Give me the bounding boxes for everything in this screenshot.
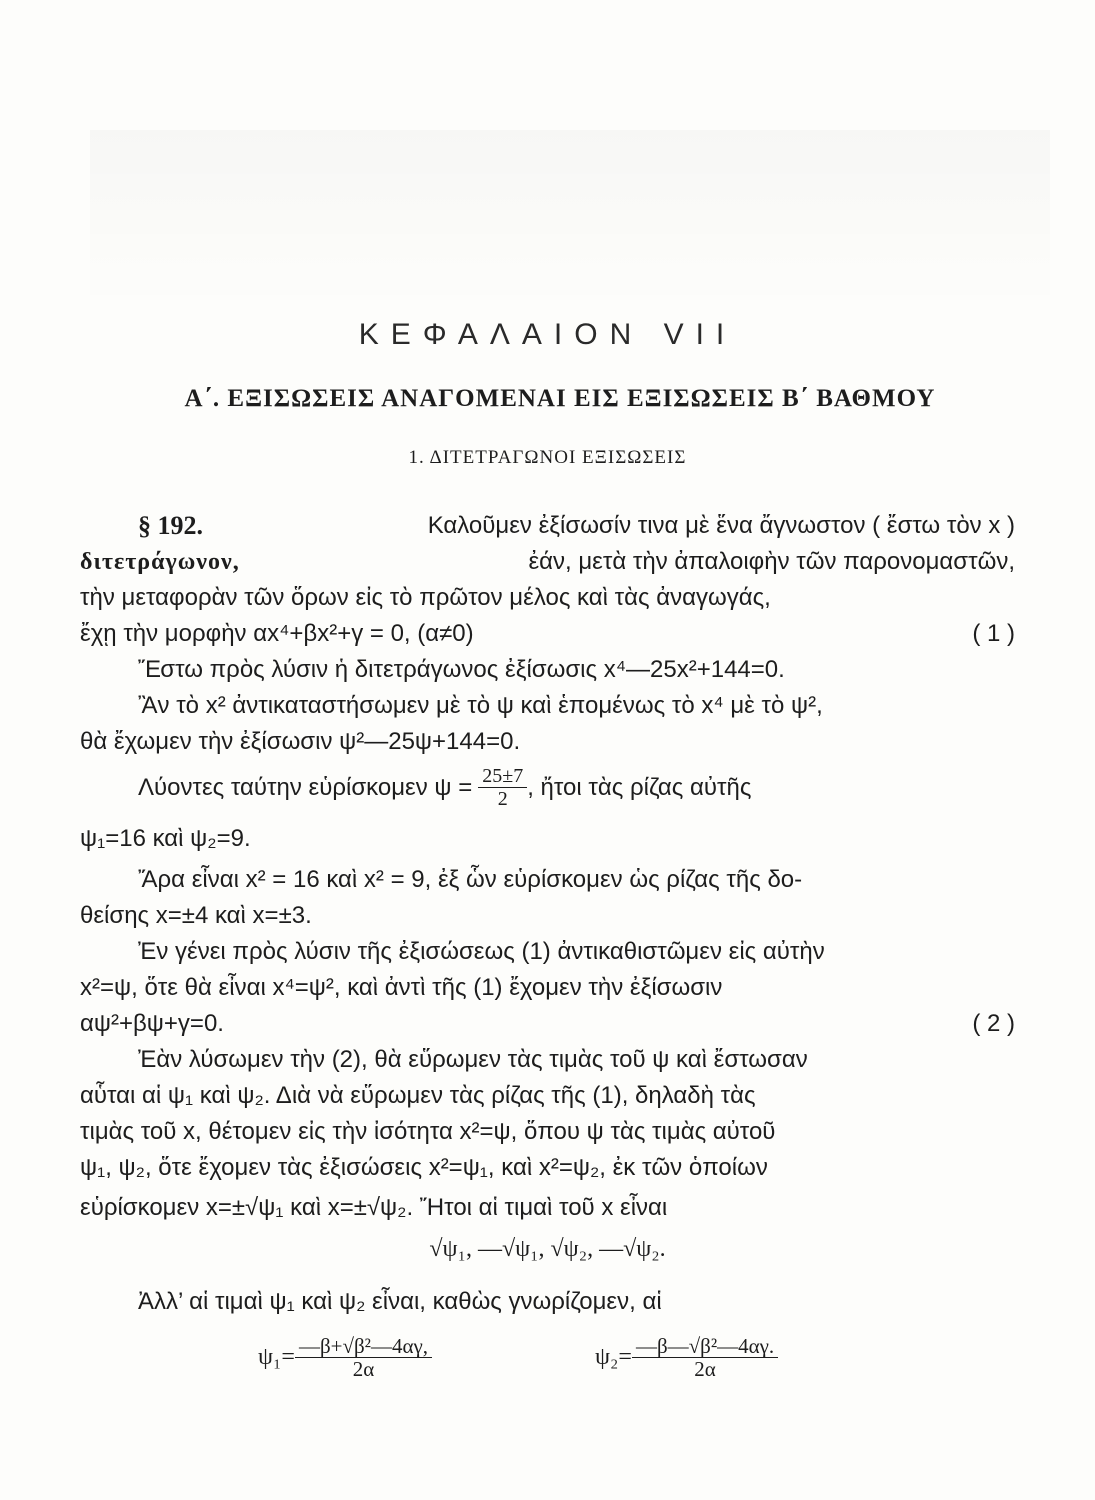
fraction-psi (478, 765, 527, 810)
text-line-8-after: , ἤτοι τὰς ρίζας αὐτῆς (527, 773, 752, 801)
fraction-numerator: 25±7 (478, 765, 527, 788)
psi1-label: ψ₁= (258, 1344, 295, 1370)
section-title: 1. ΔΙΤΕΤΡΑΓΩΝΟΙ ΕΞΙΣΩΣΕΙΣ (408, 447, 687, 468)
text-line-12: Ἐν γένει πρὸς λύσιν τῆς ἐξισώσεως (1) ἀντικαθιστῶμεν εἰς αὐτὴν (138, 938, 825, 965)
fraction-denominator: 2 (497, 788, 508, 810)
text-line-11: θείσης x=±4 καὶ x=±3. (80, 902, 312, 929)
text-line-8 (80, 765, 1073, 810)
psi2-formula (595, 1335, 778, 1380)
text-line-10: Ἄρα εἶναι x² = 16 καὶ x² = 9, ἐξ ὧν εὑρίσκομεν ὡς ρίζας τῆς δο- (138, 866, 803, 893)
text-line-13: x²=ψ, ὅτε θὰ εἶναι x⁴=ψ², καὶ ἀντὶ τῆς (1) ἔχομεν τὴν ἐξίσωσιν (80, 974, 723, 1001)
psi1-denominator: 2α (352, 1357, 375, 1381)
text-line-1-body: Καλοῦμεν ἐξίσωσίν τινα μὲ ἕνα ἄγνωστον ( ἔστω τὸν x ) (427, 512, 1015, 539)
x-values-line: √ψ₁, —√ψ₁, √ψ₂, —√ψ₂. (429, 1236, 666, 1262)
text-line-21: Ἀλλ’ αἱ τιμαὶ ψ₁ καὶ ψ₂ εἶναι, καθὼς γνωρίζομεν, αἱ (138, 1288, 662, 1315)
text-line-17: τιμὰς τοῦ x, θέτομεν εἰς τὴν ἰσότητα x²=ψ, ὅπου ψ τὰς τιμὰς αὐτοῦ (80, 1118, 776, 1145)
psi2-fraction (632, 1335, 778, 1380)
text-line-15: Ἐὰν λύσωμεν τὴν (2), θὰ εὕρωμεν τὰς τιμὰς τοῦ ψ καὶ ἔστωσαν (138, 1046, 808, 1073)
text-line-1 (80, 509, 1015, 544)
psi1-numerator: —β+√β²—4αγ, (295, 1335, 432, 1358)
text-line-6: Ἂν τὸ x² ἀντικαταστήσωμεν μὲ τὸ ψ καὶ ἑπομένως τὸ x⁴ μὲ τὸ ψ², (138, 692, 823, 719)
text-line-16: αὗται αἱ ψ₁ καὶ ψ₂. Διὰ νὰ εὕρωμεν τὰς ρίζας τῆς (1), δηλαδὴ τὰς (80, 1082, 756, 1109)
text-line-3: τὴν μεταφορὰν τῶν ὅρων εἰς τὸ πρῶτον μέλος καὶ τὰς ἀναγωγάς, (80, 584, 771, 611)
psi2-denominator: 2α (694, 1357, 716, 1381)
psi-formulas (0, 1335, 1095, 1395)
text-line-7: θὰ ἔχωμεν τὴν ἐξίσωσιν ψ²—25ψ+144=0. (80, 728, 521, 755)
equation-tag-2: ( 2 ) (972, 1010, 1015, 1037)
text-line-14 (80, 1007, 1015, 1041)
part-title: Α΄. ΕΞΙΣΩΣΕΙΣ ΑΝΑΓΟΜΕΝΑΙ ΕΙΣ ΕΞΙΣΩΣΕΙΣ Β΄ ΒΑΘΜΟΥ (184, 385, 936, 412)
text-line-5: Ἔστω πρὸς λύσιν ἡ διτετράγωνος ἐξίσωσις x⁴—25x²+144=0. (138, 656, 785, 683)
text-line-8-before: Λύοντες ταύτην εὑρίσκομεν ψ = (138, 773, 473, 801)
text-line-19: εὑρίσκομεν x=±√ψ₁ καὶ x=±√ψ₂. Ἤτοι αἱ τιμαὶ τοῦ x εἶναι (80, 1194, 668, 1221)
psi2-numerator: —β—√β²—4αγ. (632, 1335, 778, 1358)
equation-tag-1: ( 1 ) (972, 620, 1015, 647)
text-line-9: ψ₁=16 καὶ ψ₂=9. (80, 825, 251, 852)
text-line-2-body: ἐάν, μετὰ τὴν ἀπαλοιφὴν τῶν παρονομαστῶν, (528, 548, 1015, 575)
text-line-4 (80, 617, 1015, 651)
term-bold: διτετράγωνον, (80, 549, 240, 575)
text-line-18: ψ₁, ψ₂, ὅτε ἔχομεν τὰς ἐξισώσεις x²=ψ₁, καὶ x²=ψ₂, ἐκ τῶν ὁποίων (80, 1154, 768, 1181)
text-line-2 (80, 545, 1015, 579)
bleed-through-shading (90, 130, 1050, 310)
psi1-formula (258, 1335, 432, 1380)
psi1-fraction (295, 1335, 432, 1380)
text-line-14-body: αψ²+βψ+γ=0. (80, 1010, 224, 1037)
chapter-title: ΚΕΦΑΛΑΙΟΝ VII (358, 318, 737, 351)
psi2-label: ψ₂= (595, 1344, 632, 1370)
text-line-4-body: ἔχῃ τὴν μορφὴν αx⁴+βx²+γ = 0, (α≠0) (80, 620, 474, 647)
section-number: § 192. (138, 511, 203, 540)
